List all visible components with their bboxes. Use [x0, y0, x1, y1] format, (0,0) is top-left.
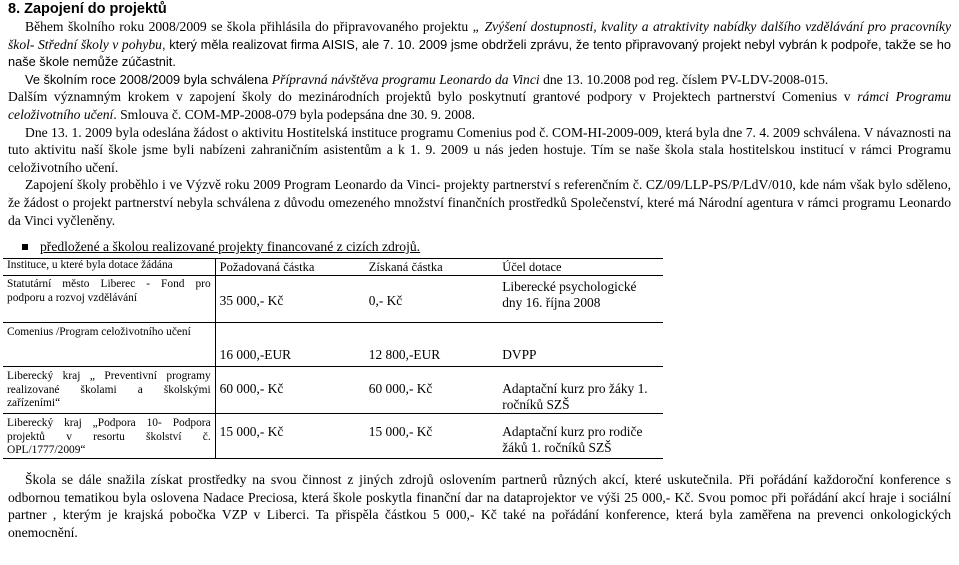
- funding-table: [3, 258, 663, 459]
- paragraph-text: . Smlouva č. COM-MP-2008-079 byla podepsána dne 30. 9. 2008.: [113, 106, 476, 122]
- table-cell: 15 000,- Kč: [215, 414, 365, 459]
- bullet-item: [22, 238, 951, 255]
- column-header: Požadovaná částka: [215, 259, 365, 276]
- column-header: Účel dotace: [498, 259, 663, 276]
- table-cell: 35 000,- Kč: [215, 276, 365, 323]
- table-cell: Adaptační kurz pro rodiče žáků 1. ročníků SZŠ: [498, 414, 663, 459]
- table-cell: Statutární město Liberec - Fond pro podporu a rozvoj vzdělávání: [3, 276, 215, 323]
- table-cell: DVPP: [498, 323, 663, 367]
- table-cell: Liberecký kraj „Podpora 10- Podpora projektů v resortu školství č. OPL/1777/2009“: [3, 414, 215, 459]
- bullet-text: předložené a školou realizované projekty financované z cizích zdrojů.: [40, 239, 421, 255]
- table-cell: 12 800,-EUR: [365, 323, 498, 367]
- table-header-row: [3, 259, 663, 276]
- paragraph-text: , který měla realizovat firma AISIS, ale 7. 10. 2009 jsme obdrželi zprávu, že tento připravovaný projekt nebyl vybrán k podpoře, takže se ho naše škole nemůže zúčastnit.: [8, 36, 951, 70]
- table-row: [3, 414, 663, 459]
- paragraph-other-sources: Škola se dále snažila získat prostředky na svou činnost z jiných zdrojů oslovením partnerů různých akcí, které uskutečnila. Při pořádání každoroční konference s odbornou tematikou byla oslovena Nadace Preciosa, která škole poskytla finanční dar na dataprojektor ve výši 25 000,- Kč. Svou pomoc při pořádání akcí hraje i sociální partner , kterým je krajská pobočka VZP v Liberci. Ta přispěla částkou 5 000,- Kč také na pořádání konference, která byla zaměřena na prevenci onkologických onemocnění.: [8, 472, 951, 540]
- paragraph-text: Během školního roku 2008/2009 se škola přihlásila do připravovaného projektu: [25, 19, 469, 34]
- table-cell: 0,- Kč: [365, 276, 498, 323]
- table-cell: Liberecké psychologické dny 16. října 2008: [498, 276, 663, 323]
- program-title: rámci Programu celoživotního učení: [8, 89, 951, 122]
- paragraph-comenius: [8, 88, 951, 123]
- column-header: Instituce, u které byla dotace žádána: [3, 259, 215, 276]
- table-row: [3, 367, 663, 414]
- paragraph-project-aisis: [8, 18, 951, 71]
- paragraph-text: Ve školním roce 2008/2009 byla schválena: [25, 71, 269, 87]
- table-cell: Liberecký kraj „ Preventivní programy realizované školami a školskými zařízeními“: [3, 367, 215, 414]
- paragraph-leonardo-visit: [8, 71, 951, 89]
- project-title: „ Zvýšení dostupnosti, kvality a atraktivity nabídky dalšího vzdělávání pro pracovníky škol- Střední školy v pohybu: [8, 19, 951, 52]
- paragraph-leonardo-partnership: Zapojení školy proběhlo i ve Výzvě roku 2009 Program Leonardo da Vinci- projekty partnerství s referenčním č. CZ/09/LLP-PS/P/LdV/010, kde nám však bylo sděleno, že žádost o projekt partnerství nebyla schválena z důvodu omezeného množství finančních prostředků Společenství, které má Národní agentura v rámci programu Leonardo da Vinci vyčleněny.: [8, 177, 951, 228]
- column-header: Získaná částka: [365, 259, 498, 276]
- table-cell: 60 000,- Kč: [365, 367, 498, 414]
- table-cell: 16 000,-EUR: [215, 323, 365, 367]
- program-title: Přípravná návštěva programu Leonardo da Vinci: [271, 71, 540, 87]
- table-cell: 15 000,- Kč: [365, 414, 498, 459]
- paragraph-text: Dalším významným krokem v zapojení školy do mezinárodních projektů bylo poskytnutí grantové podpory v Projektech partnerství Comenius v: [8, 89, 851, 105]
- paragraph-text: dne 13. 10.2008 pod reg. číslem PV-LDV-2008-015.: [543, 71, 829, 87]
- table-cell: Adaptační kurz pro žáky 1. ročníků SZŠ: [498, 367, 663, 414]
- table-cell: 60 000,- Kč: [215, 367, 365, 414]
- section-heading: 8. Zapojení do projektů: [8, 1, 167, 17]
- table-row: [3, 276, 663, 323]
- paragraph-host-institution: Dne 13. 1. 2009 byla odeslána žádost o aktivitu Hostitelská instituce programu Comenius pod č. COM-HI-2009-009, která byla dne 7. 4. 2009 schválena. V návaznosti na tuto aktivitu naší škole jsme byli nabízeni zahraničním asistentům a k 1. 9. 2009 u nás jeden hostuje. Tím se naše škola stala hostitelskou institucí v rámci Programu celoživotního učení.: [8, 124, 951, 175]
- square-bullet-icon: [22, 244, 28, 250]
- table-cell: Comenius /Program celoživotního učení: [3, 323, 215, 367]
- table-row: [3, 323, 663, 367]
